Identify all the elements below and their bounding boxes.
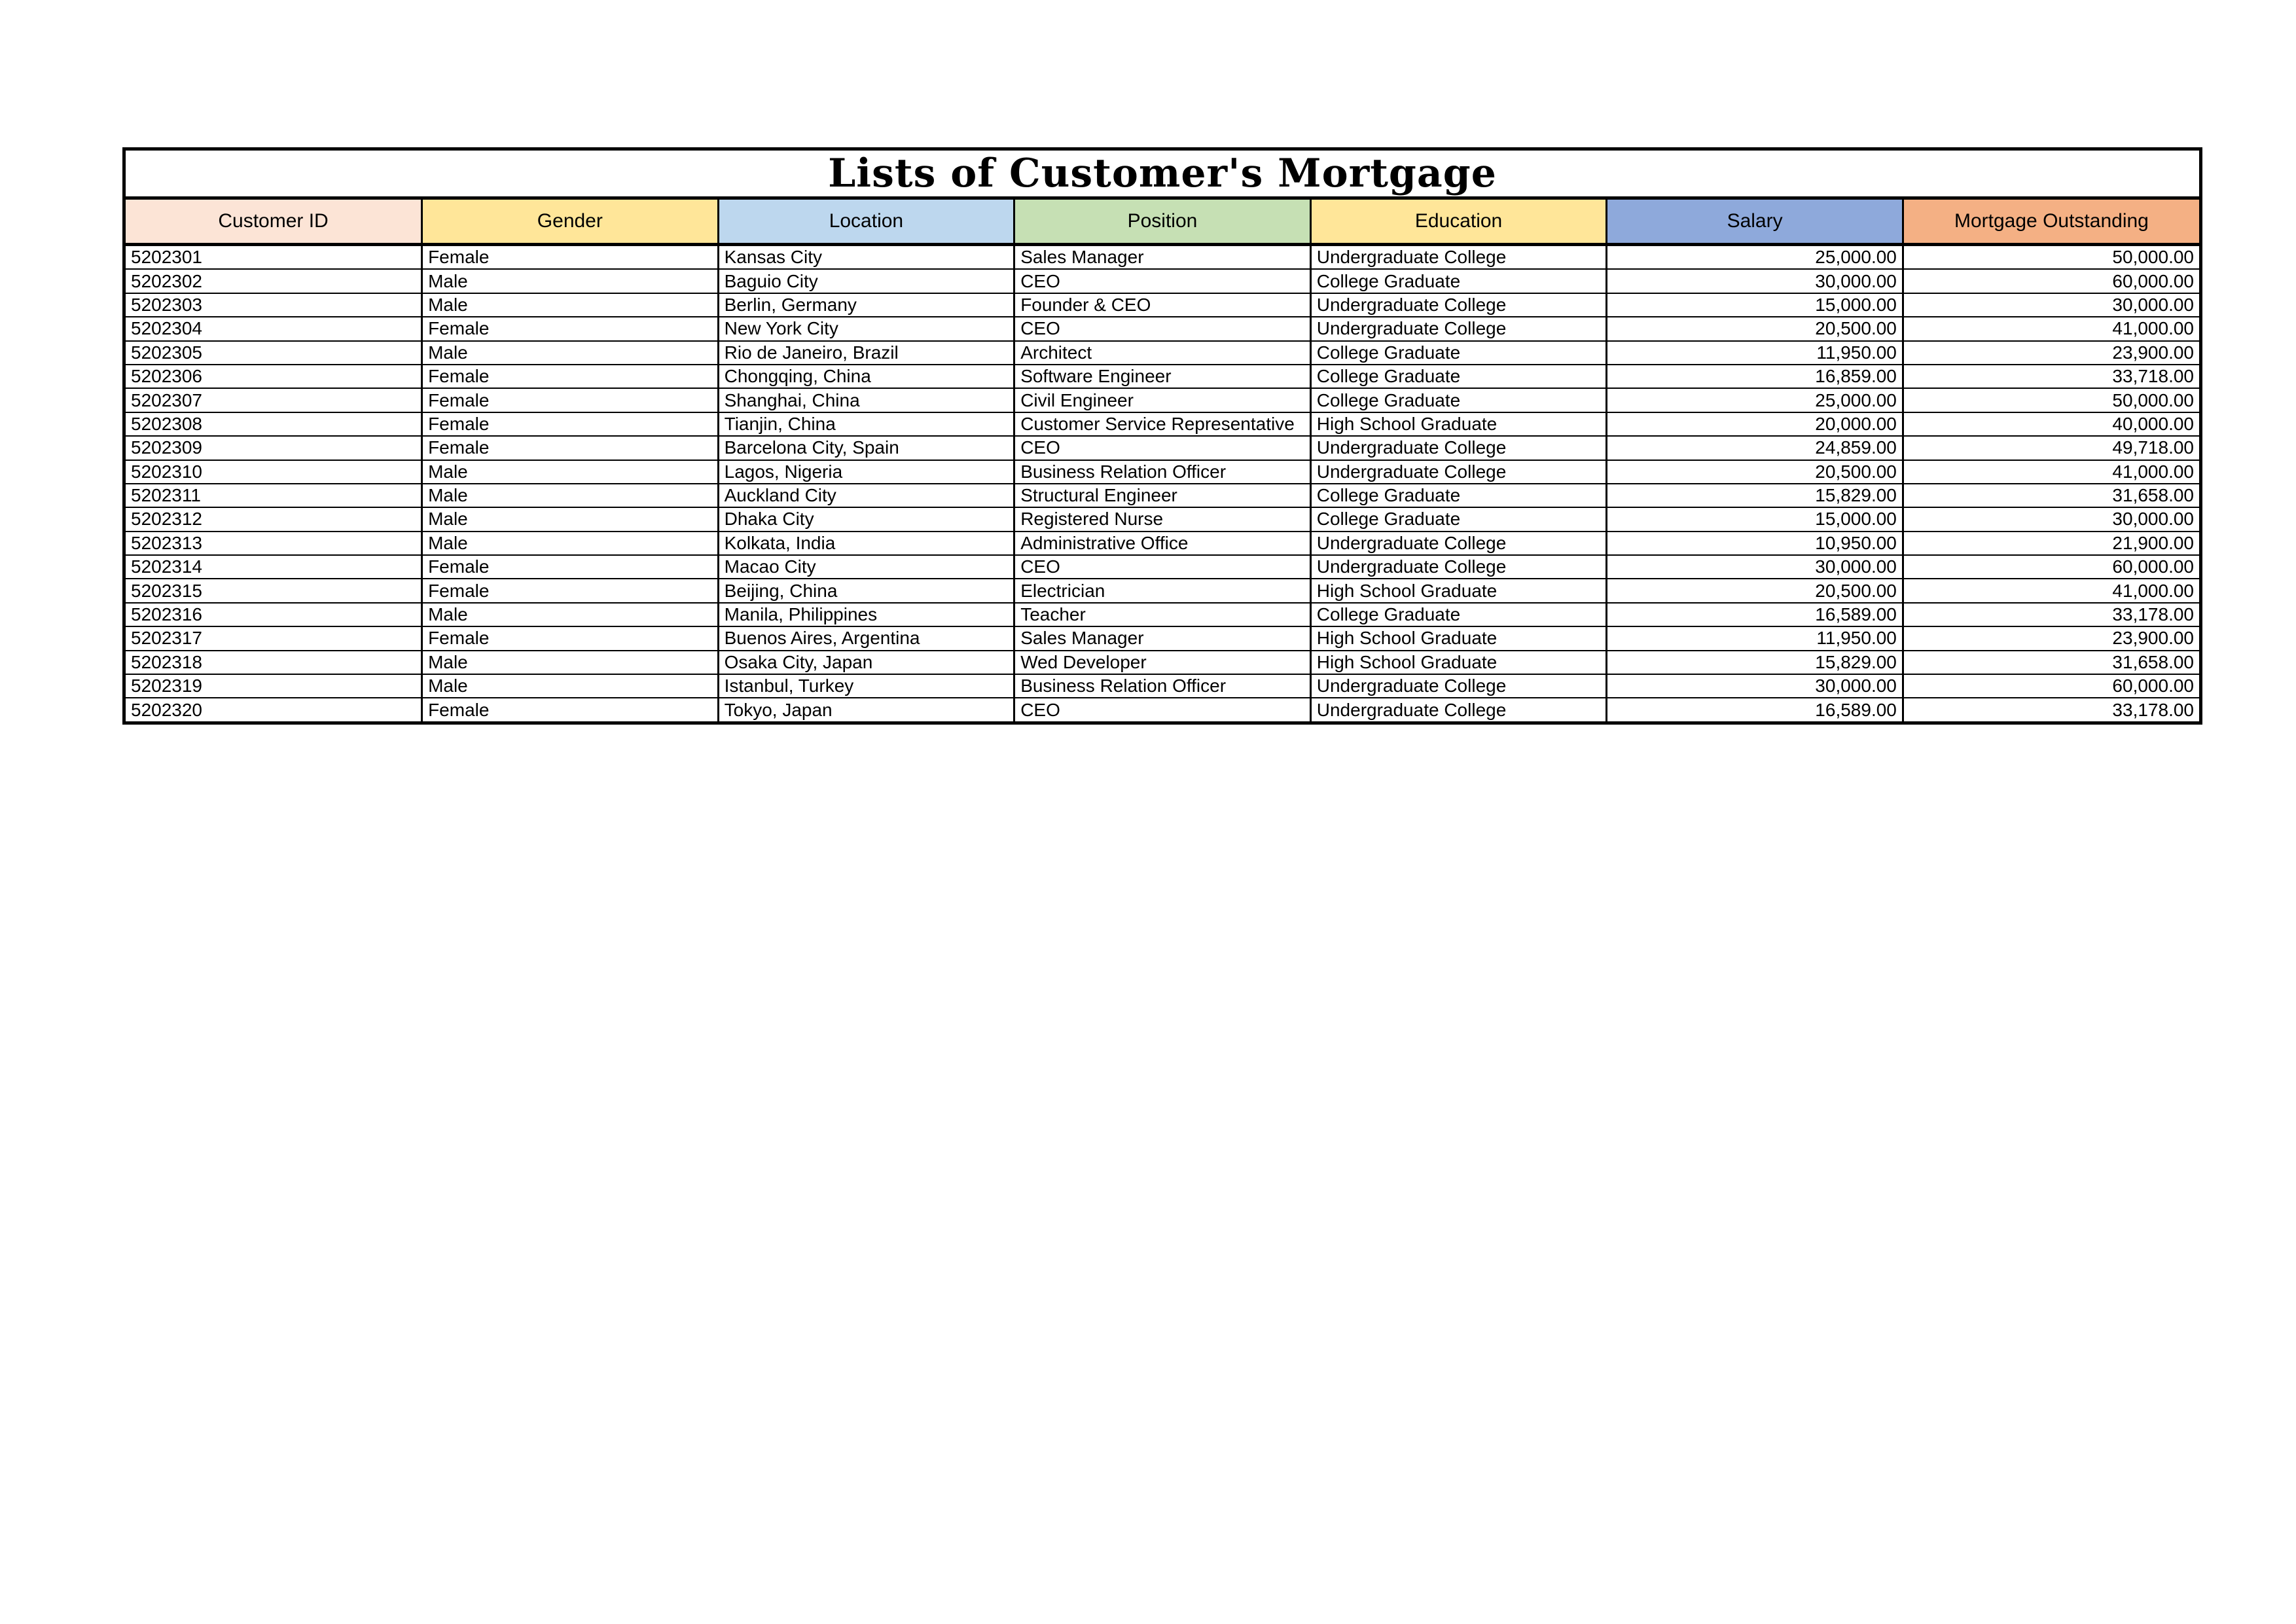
- header-row: [126, 200, 2199, 245]
- cell-customer-id: 5202311: [126, 484, 422, 507]
- page-title: Lists of Customer's Mortgage: [828, 151, 1497, 196]
- cell-education: Undergraduate College: [1310, 698, 1607, 721]
- cell-gender: Female: [422, 626, 719, 650]
- table-row: [126, 507, 2199, 531]
- cell-education: College Graduate: [1310, 388, 1607, 412]
- column-header-customer-id: Customer ID: [126, 200, 422, 245]
- cell-salary: 16,859.00: [1607, 365, 1903, 388]
- column-header-position: Position: [1014, 200, 1311, 245]
- cell-salary: 20,500.00: [1607, 460, 1903, 484]
- title-row: [126, 151, 2199, 200]
- cell-position: Business Relation Officer: [1014, 460, 1311, 484]
- cell-salary: 30,000.00: [1607, 555, 1903, 579]
- cell-location: Baguio City: [718, 269, 1014, 293]
- cell-salary: 20,500.00: [1607, 317, 1903, 340]
- table-row: [126, 388, 2199, 412]
- cell-education: Undergraduate College: [1310, 436, 1607, 460]
- cell-location: Barcelona City, Spain: [718, 436, 1014, 460]
- cell-gender: Male: [422, 460, 719, 484]
- cell-location: Chongqing, China: [718, 365, 1014, 388]
- cell-salary: 30,000.00: [1607, 674, 1903, 698]
- cell-gender: Female: [422, 245, 719, 270]
- cell-mortgage-outstanding: 33,178.00: [1903, 603, 2199, 626]
- cell-education: College Graduate: [1310, 365, 1607, 388]
- table-row: [126, 317, 2199, 340]
- cell-salary: 25,000.00: [1607, 245, 1903, 270]
- cell-position: CEO: [1014, 317, 1311, 340]
- column-header-mortgage-outstanding: Mortgage Outstanding: [1903, 200, 2199, 245]
- cell-salary: 30,000.00: [1607, 269, 1903, 293]
- cell-education: High School Graduate: [1310, 412, 1607, 436]
- cell-education: College Graduate: [1310, 507, 1607, 531]
- cell-position: Electrician: [1014, 579, 1311, 602]
- cell-customer-id: 5202310: [126, 460, 422, 484]
- cell-salary: 11,950.00: [1607, 341, 1903, 365]
- cell-education: Undergraduate College: [1310, 317, 1607, 340]
- cell-customer-id: 5202312: [126, 507, 422, 531]
- cell-location: Istanbul, Turkey: [718, 674, 1014, 698]
- cell-education: High School Graduate: [1310, 651, 1607, 674]
- cell-position: Teacher: [1014, 603, 1311, 626]
- cell-education: High School Graduate: [1310, 626, 1607, 650]
- table-row: [126, 245, 2199, 270]
- cell-location: Dhaka City: [718, 507, 1014, 531]
- table-row: [126, 603, 2199, 626]
- cell-customer-id: 5202301: [126, 245, 422, 270]
- cell-education: College Graduate: [1310, 484, 1607, 507]
- table-row: [126, 698, 2199, 721]
- cell-mortgage-outstanding: 41,000.00: [1903, 317, 2199, 340]
- cell-location: Beijing, China: [718, 579, 1014, 602]
- cell-gender: Male: [422, 341, 719, 365]
- cell-position: Wed Developer: [1014, 651, 1311, 674]
- cell-location: Kolkata, India: [718, 532, 1014, 555]
- cell-gender: Female: [422, 388, 719, 412]
- cell-salary: 15,000.00: [1607, 293, 1903, 317]
- cell-location: Kansas City: [718, 245, 1014, 270]
- cell-position: Administrative Office: [1014, 532, 1311, 555]
- cell-position: CEO: [1014, 555, 1311, 579]
- cell-customer-id: 5202304: [126, 317, 422, 340]
- table-row: [126, 555, 2199, 579]
- table-row: [126, 674, 2199, 698]
- cell-customer-id: 5202318: [126, 651, 422, 674]
- cell-mortgage-outstanding: 31,658.00: [1903, 484, 2199, 507]
- cell-salary: 20,000.00: [1607, 412, 1903, 436]
- cell-mortgage-outstanding: 49,718.00: [1903, 436, 2199, 460]
- table-row: [126, 293, 2199, 317]
- cell-mortgage-outstanding: 60,000.00: [1903, 555, 2199, 579]
- cell-salary: 24,859.00: [1607, 436, 1903, 460]
- cell-position: Structural Engineer: [1014, 484, 1311, 507]
- cell-location: Auckland City: [718, 484, 1014, 507]
- cell-mortgage-outstanding: 30,000.00: [1903, 507, 2199, 531]
- cell-position: Architect: [1014, 341, 1311, 365]
- table-row: [126, 626, 2199, 650]
- cell-mortgage-outstanding: 33,178.00: [2112, 699, 2194, 720]
- cell-education: High School Graduate: [1310, 579, 1607, 602]
- cell-mortgage-outstanding: 21,900.00: [1903, 532, 2199, 555]
- cell-mortgage-outstanding: 23,900.00: [1903, 341, 2199, 365]
- column-header-salary: Salary: [1607, 200, 1903, 245]
- column-header-education: Education: [1310, 200, 1607, 245]
- cell-salary: 15,829.00: [1607, 651, 1903, 674]
- cell-position: Business Relation Officer: [1014, 674, 1311, 698]
- cell-location: Manila, Philippines: [718, 603, 1014, 626]
- cell-position: CEO: [1014, 269, 1311, 293]
- cell-location: Buenos Aires, Argentina: [718, 626, 1014, 650]
- cell-mortgage-outstanding: 50,000.00: [1903, 388, 2199, 412]
- cell-salary: 20,500.00: [1607, 579, 1903, 602]
- cell-education: College Graduate: [1310, 341, 1607, 365]
- table-row: [126, 651, 2199, 674]
- cell-location: Berlin, Germany: [718, 293, 1014, 317]
- table-row: [126, 269, 2199, 293]
- table-row: [126, 412, 2199, 436]
- cell-location: Osaka City, Japan: [718, 651, 1014, 674]
- cell-education: College Graduate: [1310, 603, 1607, 626]
- cell-salary: 10,950.00: [1607, 532, 1903, 555]
- cell-location: Tokyo, Japan: [718, 698, 1014, 721]
- cell-customer-id: 5202314: [126, 555, 422, 579]
- cell-gender: Female: [422, 317, 719, 340]
- table-body: [126, 245, 2199, 721]
- cell-mortgage-outstanding: 50,000.00: [1903, 245, 2199, 270]
- cell-position: CEO: [1014, 698, 1311, 721]
- cell-position: Civil Engineer: [1014, 388, 1311, 412]
- cell-customer-id: 5202309: [126, 436, 422, 460]
- cell-salary: 11,950.00: [1607, 626, 1903, 650]
- cell-customer-id: 5202313: [126, 532, 422, 555]
- cell-mortgage-outstanding: 33,718.00: [1903, 365, 2199, 388]
- cell-mortgage-outstanding: 41,000.00: [1903, 460, 2199, 484]
- cell-education: Undergraduate College: [1310, 460, 1607, 484]
- cell-education: Undergraduate College: [1310, 532, 1607, 555]
- cell-gender: Female: [422, 579, 719, 602]
- column-header-gender: Gender: [422, 200, 719, 245]
- cell-position: Software Engineer: [1014, 365, 1311, 388]
- cell-customer-id: 5202305: [126, 341, 422, 365]
- cell-education: Undergraduate College: [1310, 674, 1607, 698]
- cell-position: Sales Manager: [1014, 626, 1311, 650]
- cell-mortgage-outstanding: 31,658.00: [1903, 651, 2199, 674]
- cell-customer-id: 5202316: [126, 603, 422, 626]
- cell-customer-id: 5202307: [126, 388, 422, 412]
- cell-gender: Female: [422, 698, 719, 721]
- mortgage-table-sheet: [122, 147, 2202, 725]
- cell-position: Registered Nurse: [1014, 507, 1311, 531]
- cell-customer-id: 5202315: [126, 579, 422, 602]
- cell-salary: 16,589.00: [1607, 698, 1903, 721]
- cell-mortgage-outstanding: 60,000.00: [1903, 674, 2199, 698]
- mortgage-table: [126, 200, 2199, 721]
- cell-salary: 16,589.00: [1607, 603, 1903, 626]
- cell-location: Lagos, Nigeria: [718, 460, 1014, 484]
- cell-position: Founder & CEO: [1014, 293, 1311, 317]
- cell-mortgage-outstanding: 23,900.00: [1903, 626, 2199, 650]
- table-row: [126, 341, 2199, 365]
- cell-mortgage-outstanding: 60,000.00: [1903, 269, 2199, 293]
- cell-gender: Female: [422, 555, 719, 579]
- cell-position: Sales Manager: [1014, 245, 1311, 270]
- cell-location: Shanghai, China: [718, 388, 1014, 412]
- cell-gender: Male: [422, 269, 719, 293]
- cell-customer-id: 5202302: [126, 269, 422, 293]
- cell-location: New York City: [718, 317, 1014, 340]
- cell-mortgage-outstanding: 40,000.00: [1903, 412, 2199, 436]
- cell-gender: Female: [422, 412, 719, 436]
- cell-mortgage-outstanding: 30,000.00: [1903, 293, 2199, 317]
- cell-education: Undergraduate College: [1310, 293, 1607, 317]
- cell-customer-id: 5202320: [126, 698, 422, 721]
- table-row: [126, 579, 2199, 602]
- cell-position: Customer Service Representative: [1014, 412, 1311, 436]
- table-row: [126, 436, 2199, 460]
- table-row: [126, 365, 2199, 388]
- table-row: [126, 460, 2199, 484]
- cell-gender: Male: [422, 532, 719, 555]
- cell-salary: 15,829.00: [1607, 484, 1903, 507]
- cell-location: Tianjin, China: [718, 412, 1014, 436]
- cell-education: Undergraduate College: [1310, 555, 1607, 579]
- cell-gender: Male: [422, 674, 719, 698]
- cell-gender: Female: [422, 365, 719, 388]
- cell-location: Macao City: [718, 555, 1014, 579]
- cell-gender: Female: [422, 436, 719, 460]
- column-header-location: Location: [718, 200, 1014, 245]
- cell-position: CEO: [1014, 436, 1311, 460]
- cell-gender: Male: [422, 651, 719, 674]
- cell-customer-id: 5202303: [126, 293, 422, 317]
- cell-mortgage-outstanding: 41,000.00: [1903, 579, 2199, 602]
- cell-customer-id: 5202317: [126, 626, 422, 650]
- table-row: [126, 484, 2199, 507]
- cell-gender: Male: [422, 484, 719, 507]
- cell-customer-id: 5202308: [126, 412, 422, 436]
- cell-gender: Male: [422, 507, 719, 531]
- cell-education: Undergraduate College: [1310, 245, 1607, 270]
- cell-salary: 15,000.00: [1607, 507, 1903, 531]
- cell-customer-id: 5202319: [126, 674, 422, 698]
- cell-gender: Male: [422, 603, 719, 626]
- cell-customer-id: 5202306: [126, 365, 422, 388]
- cell-education: College Graduate: [1310, 269, 1607, 293]
- table-row: [126, 532, 2199, 555]
- cell-location: Rio de Janeiro, Brazil: [718, 341, 1014, 365]
- cell-salary: 25,000.00: [1607, 388, 1903, 412]
- cell-gender: Male: [422, 293, 719, 317]
